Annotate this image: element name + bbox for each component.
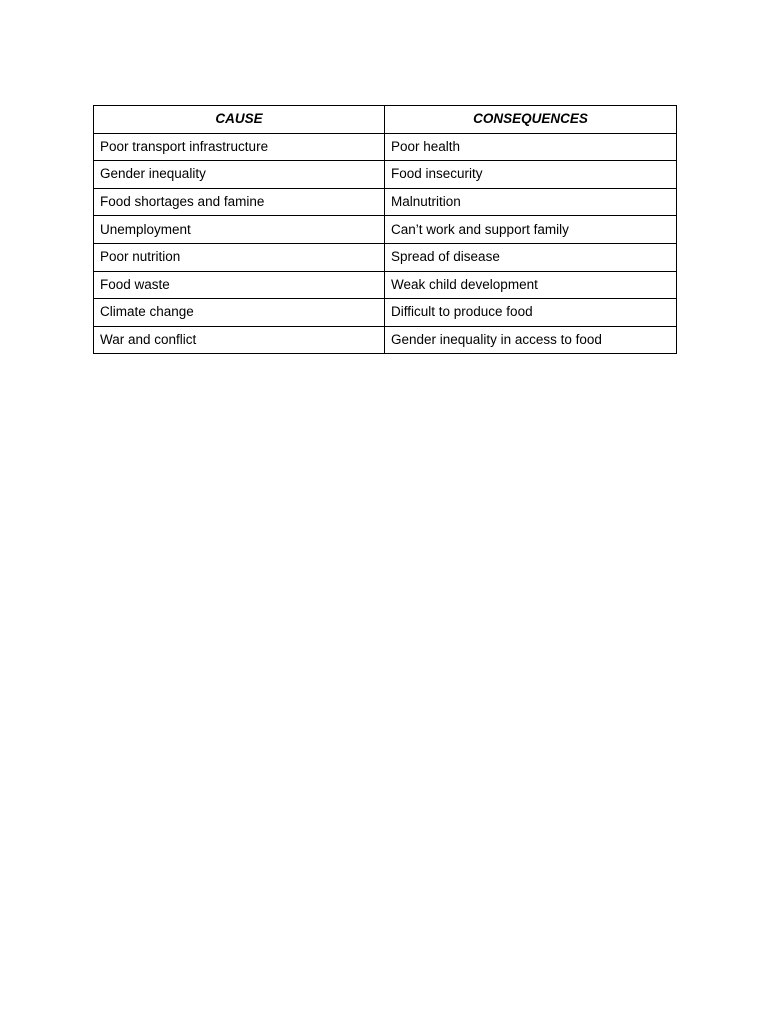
- consequence-cell: Weak child development: [385, 271, 677, 299]
- table-row: [94, 299, 677, 327]
- table-row: [94, 243, 677, 271]
- consequence-cell: Spread of disease: [385, 243, 677, 271]
- table-row: [94, 216, 677, 244]
- consequence-cell: Food insecurity: [385, 161, 677, 189]
- cause-cell: Climate change: [94, 299, 385, 327]
- table-row: [94, 271, 677, 299]
- table-row: [94, 161, 677, 189]
- consequence-cell: Difficult to produce food: [385, 299, 677, 327]
- cause-cell: War and conflict: [94, 326, 385, 354]
- cause-cell: Unemployment: [94, 216, 385, 244]
- cause-cell: Food waste: [94, 271, 385, 299]
- consequence-cell: Gender inequality in access to food: [385, 326, 677, 354]
- header-consequences: CONSEQUENCES: [385, 106, 677, 134]
- consequence-cell: Can’t work and support family: [385, 216, 677, 244]
- table-header-row: [94, 106, 677, 134]
- consequence-cell: Poor health: [385, 133, 677, 161]
- table-row: [94, 188, 677, 216]
- cause-cell: Poor transport infrastructure: [94, 133, 385, 161]
- cause-cell: Food shortages and famine: [94, 188, 385, 216]
- cause-cell: Poor nutrition: [94, 243, 385, 271]
- table-row: [94, 133, 677, 161]
- header-cause: CAUSE: [94, 106, 385, 134]
- cause-consequence-table: [93, 105, 677, 354]
- table-row: [94, 326, 677, 354]
- consequence-cell: Malnutrition: [385, 188, 677, 216]
- cause-cell: Gender inequality: [94, 161, 385, 189]
